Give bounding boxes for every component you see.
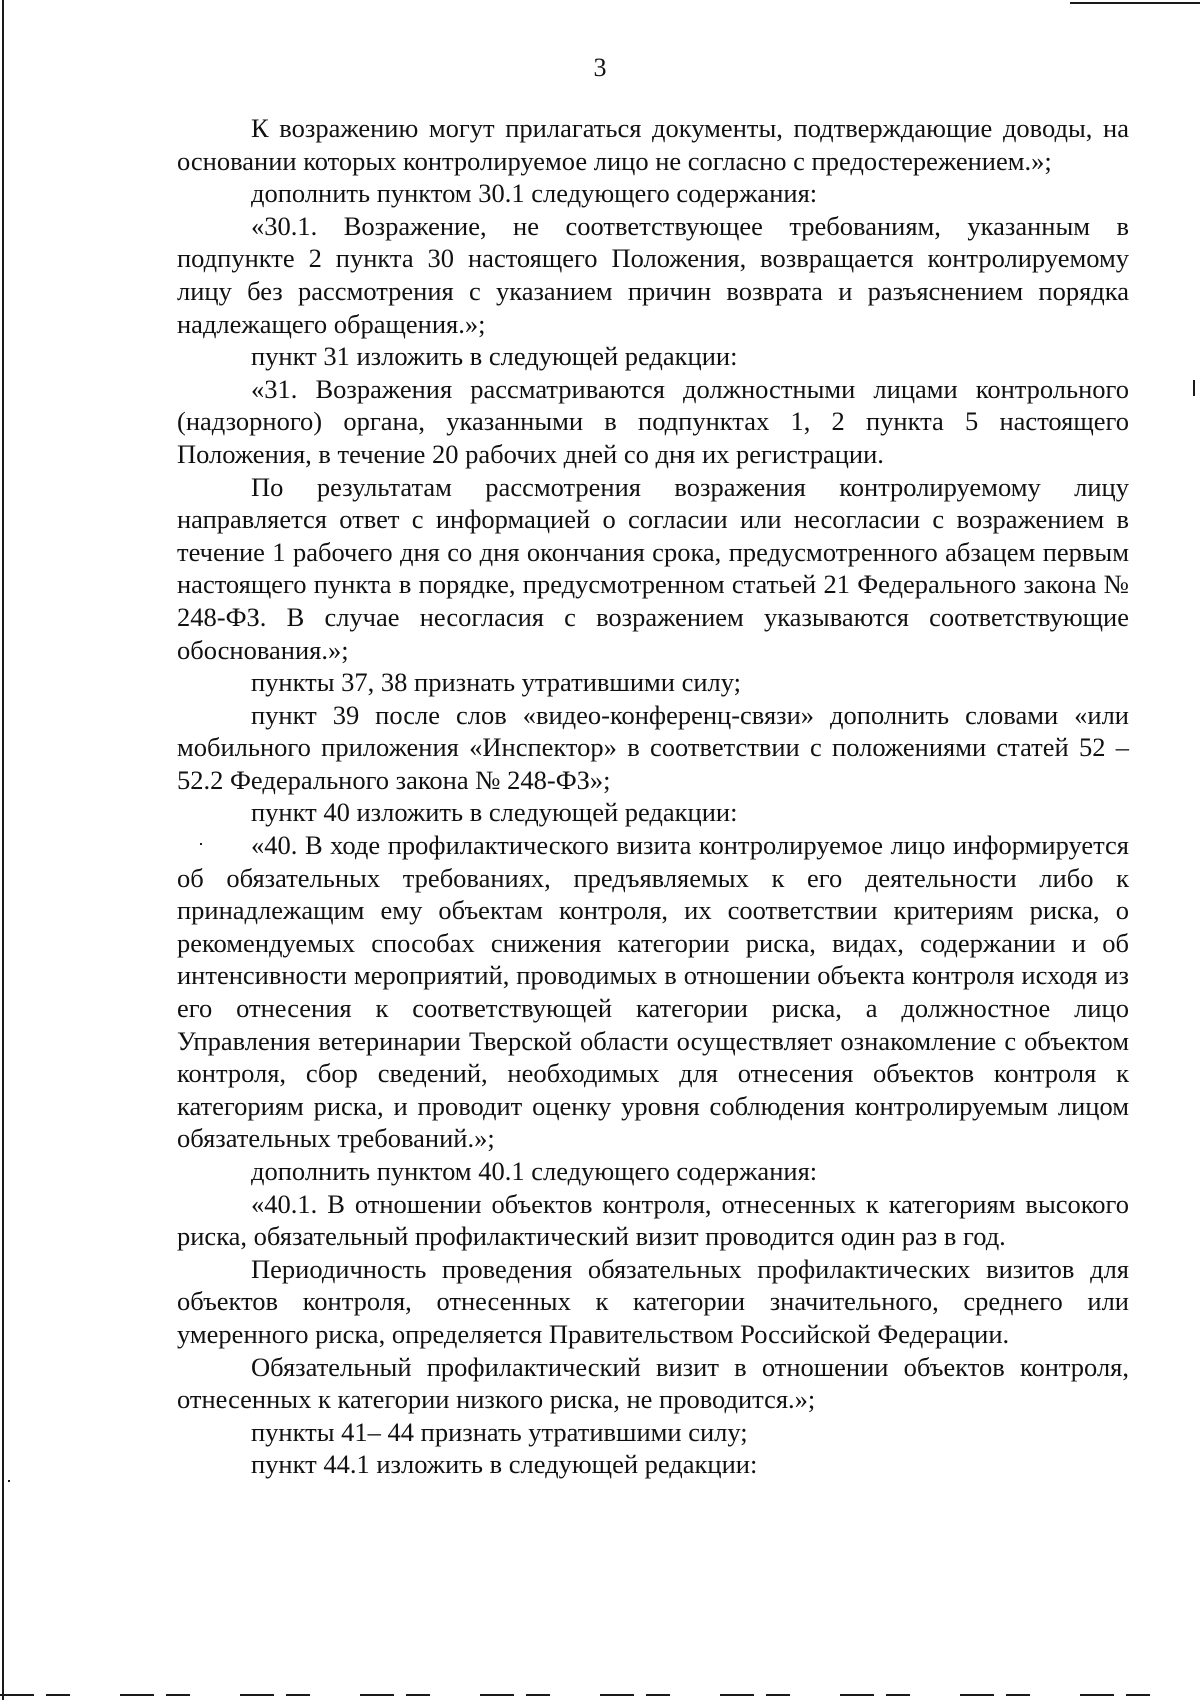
paragraph: пункты 41– 44 признать утратившими силу; <box>251 1416 748 1447</box>
paragraph: пункт 40 изложить в следующей редакции: <box>251 797 738 828</box>
paragraph: дополнить пунктом 30.1 следующего содержания: <box>251 178 818 209</box>
page-number: 3 <box>593 53 607 82</box>
paragraph: По результатам рассмотрения возражения контролируемому лицу направляется ответ с информацией о согласии или несогласии с возражением в течение 1 рабочего дня со дня окончания срока, предусмотренного абзацем первым настоящего пункта в порядке, предусмотренном статьей 21 Федерального закона № 248-ФЗ. В случае несогласия с возражением указываются соответствующие обоснования.»; <box>177 471 1129 665</box>
paragraph: пункт 44.1 изложить в следующей редакции: <box>251 1449 758 1480</box>
paragraph: «40. В ходе профилактического визита контролируемое лицо информируется об обязательных требованиях, предъявляемых к его деятельности либо к принадлежащим ему объектам контроля, их соответствии критериям риска, о рекомендуемых способах снижения категории риска, видах, содержании и об интенсивности мероприятий, проводимых в отношении объекта контроля исходя из его отнесения к соответствующей категории риска, а должностное лицо Управления ветеринарии Тверской области осуществляет ознакомление с объектом контроля, сбор сведений, необходимых для отнесения объектов контроля к категориям риска, и проводит оценку уровня соблюдения контролируемым лицом обязательных требований.»; <box>177 830 1129 1154</box>
paragraph: пункт 31 изложить в следующей редакции: <box>251 341 738 372</box>
paragraph: Периодичность проведения обязательных профилактических визитов для объектов контроля, отнесенных к категории значительного, среднего или умеренного риска, определяется Правительством Российской Федерации. <box>177 1253 1129 1349</box>
scan-edge-left <box>2 0 4 1700</box>
paragraph: «31. Возражения рассматриваются должностными лицами контрольного (надзорного) органа, указанными в подпунктах 1, 2 пункта 5 настоящего Положения, в течение 20 рабочих дней со дня их регистрации. <box>177 373 1129 469</box>
paragraph: «30.1. Возражение, не соответствующее требованиям, указанным в подпункте 2 пункта 30 настоящего Положения, возвращается контролируемому лицу без рассмотрения с указанием причин возврата и разъяснением порядка надлежащего обращения.»; <box>177 210 1129 339</box>
scan-speck <box>8 1480 10 1482</box>
paragraph: К возражению могут прилагаться документы, подтверждающие доводы, на основании которых контролируемое лицо не согласно с предостережением.»; <box>177 113 1129 176</box>
paragraph: «40.1. В отношении объектов контроля, отнесенных к категориям высокого риска, обязательный профилактический визит проводится один раз в год. <box>177 1188 1129 1252</box>
paragraph: пункт 39 после слов «видео-конференц-связи» дополнить словами «или мобильного приложения «Инспектор» в соответствии с положениями статей 52 – 52.2 Федерального закона № 248-ФЗ»; <box>177 699 1129 795</box>
document-body <box>177 112 1129 1481</box>
scan-edge-bottom <box>0 1694 1200 1696</box>
paragraph: Обязательный профилактический визит в отношении объектов контроля, отнесенных к категории низкого риска, не проводится.»; <box>177 1351 1129 1415</box>
scan-speck <box>1193 380 1195 396</box>
paragraph: пункты 37, 38 признать утратившими силу; <box>251 667 742 698</box>
paragraph: дополнить пунктом 40.1 следующего содержания: <box>251 1156 818 1186</box>
scan-edge-top <box>1070 2 1200 4</box>
